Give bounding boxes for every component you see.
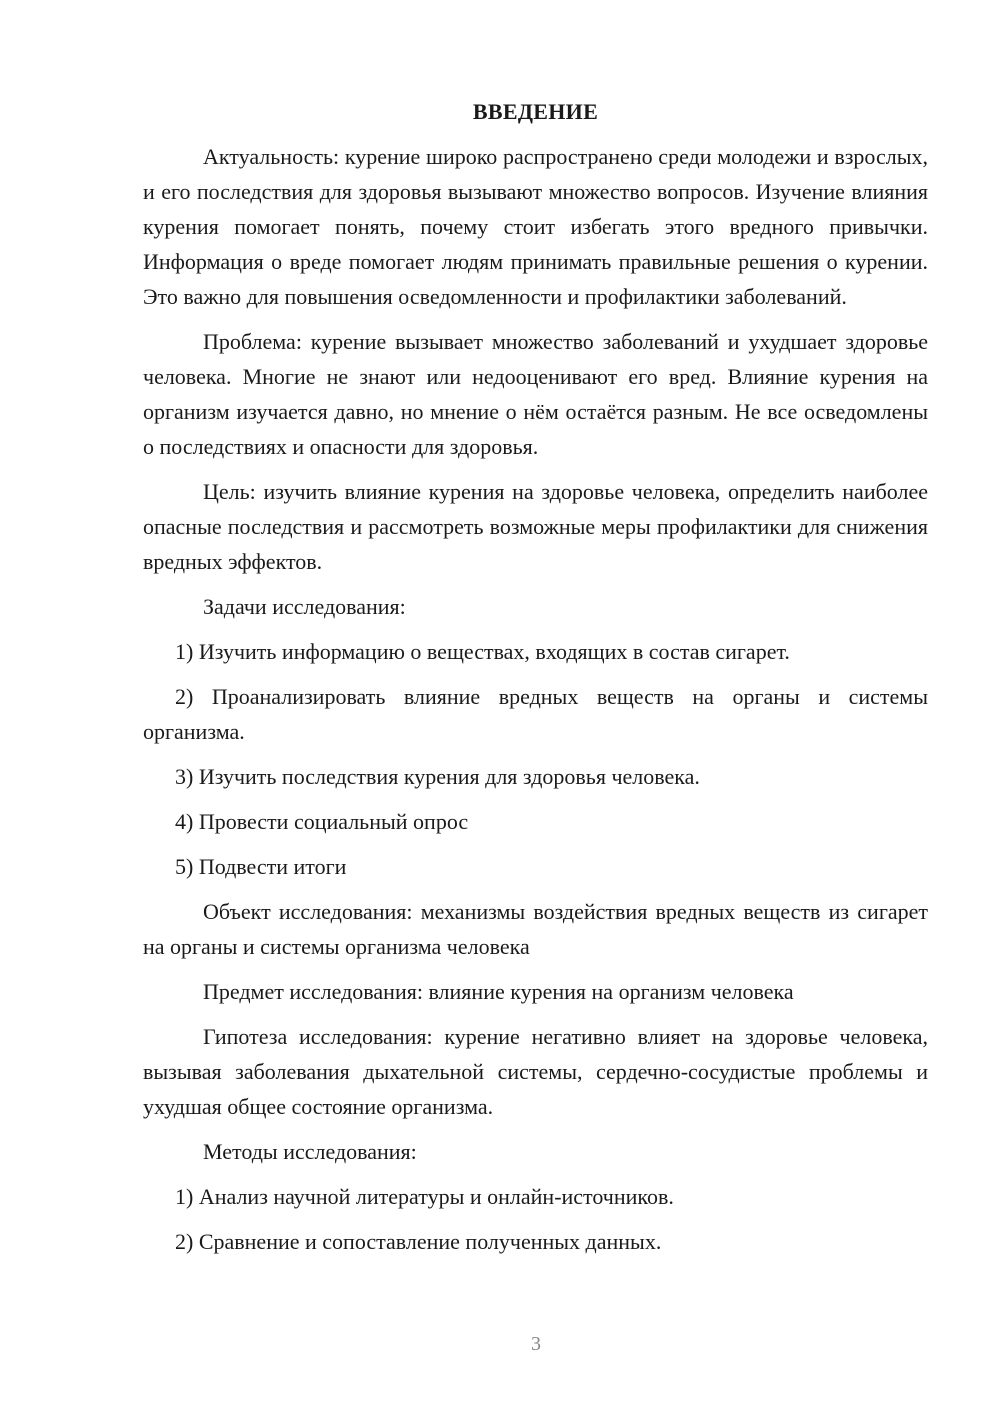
method-item: 2) Сравнение и сопоставление полученных данных. xyxy=(175,1229,662,1254)
section-heading: ВВЕДЕНИЕ xyxy=(472,99,599,124)
object-paragraph: Объект исследования: механизмы воздействия вредных веществ из сигарет на органы и системы организма человека xyxy=(143,899,928,959)
goal-paragraph: Цель: изучить влияние курения на здоровье человека, определить наиболее опасные последствия и рассмотреть возможные меры профилактики для снижения вредных эффектов. xyxy=(143,479,928,574)
problem-paragraph: Проблема: курение вызывает множество заболеваний и ухудшает здоровье человека. Многие не знают или недооценивают его вред. Влияние курения на организм изучается давно, но мнение о нём остаётся разным. Не все осведомлены о последствиях и опасности для здоровья. xyxy=(143,329,928,459)
hypothesis-paragraph: Гипотеза исследования: курение негативно влияет на здоровье человека, вызывая заболевания дыхательной системы, сердечно-сосудистые проблемы и ухудшая общее состояние организма. xyxy=(143,1024,928,1119)
task-item: 4) Провести социальный опрос xyxy=(175,809,469,834)
task-item: 3) Изучить последствия курения для здоровья человека. xyxy=(175,764,700,789)
page-number: 3 xyxy=(531,1333,541,1355)
task-item: 1) Изучить информацию о веществах, входящих в состав сигарет. xyxy=(175,639,790,664)
subject-paragraph: Предмет исследования: влияние курения на организм человека xyxy=(203,979,794,1004)
task-item: 2) Проанализировать влияние вредных веществ на органы и системы организма. xyxy=(143,684,928,744)
task-item: 5) Подвести итоги xyxy=(175,854,347,879)
document-page xyxy=(143,94,928,1269)
tasks-title: Задачи исследования: xyxy=(203,594,406,619)
methods-title: Методы исследования: xyxy=(203,1139,417,1164)
relevance-paragraph: Актуальность: курение широко распространено среди молодежи и взрослых, и его последствия для здоровья вызывают множество вопросов. Изучение влияния курения помогает понять, почему стоит избегать этого вредного привычки. Информация о вреде помогает людям принимать правильные решения о курении. Это важно для повышения осведомленности и профилактики заболеваний. xyxy=(143,144,928,309)
method-item: 1) Анализ научной литературы и онлайн-источников. xyxy=(175,1184,674,1209)
